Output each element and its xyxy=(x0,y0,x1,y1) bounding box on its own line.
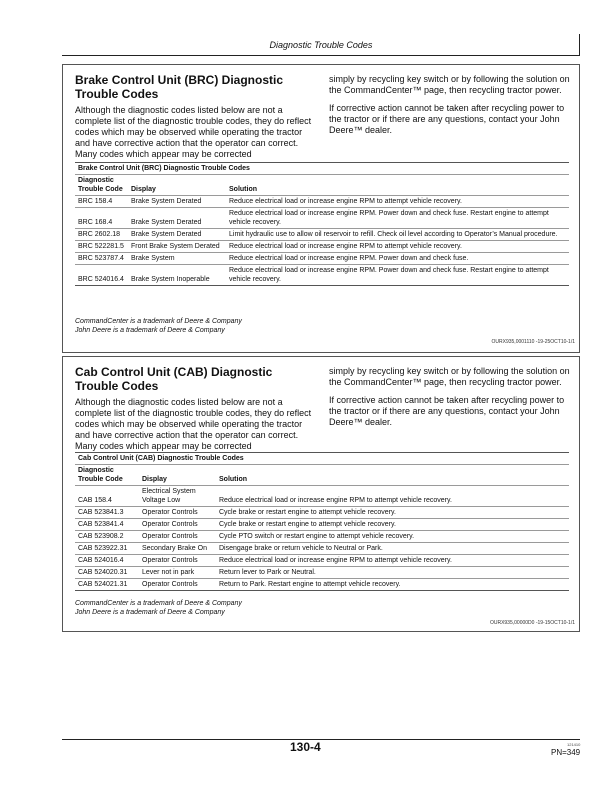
solution-cell: Disengage brake or return vehicle to Neutral or Park. xyxy=(216,543,569,555)
display-cell: Electrical System Voltage Low xyxy=(139,486,216,507)
table-row xyxy=(75,196,569,208)
table-row xyxy=(75,579,569,591)
solution-cell: Cycle brake or restart engine to attempt vehicle recovery. xyxy=(216,507,569,519)
code-cell: BRC 2602.18 xyxy=(75,229,128,241)
code-cell: CAB 523908.2 xyxy=(75,531,139,543)
display-cell: Operator Controls xyxy=(139,555,216,567)
code-cell: CAB 524016.4 xyxy=(75,555,139,567)
table-row xyxy=(75,486,569,507)
table-row xyxy=(75,507,569,519)
display-cell: Operator Controls xyxy=(139,531,216,543)
code-cell: CAB 524020.31 xyxy=(75,567,139,579)
table-caption: Brake Control Unit (BRC) Diagnostic Trouble Codes xyxy=(75,163,569,175)
pn-number: PN=349 xyxy=(551,748,581,757)
display-cell: Operator Controls xyxy=(139,519,216,531)
code-cell: BRC 524016.4 xyxy=(75,265,128,286)
section-left-column xyxy=(75,73,318,160)
display-cell: Brake System Inoperable xyxy=(128,265,226,286)
table-row xyxy=(75,555,569,567)
trademark-notes xyxy=(75,599,242,617)
trademark-note: John Deere is a trademark of Deere & Company xyxy=(75,327,225,334)
column-header: Display xyxy=(139,465,216,486)
reference-code: OURX935,0001110 -19-25OCT10-1/1 xyxy=(491,339,575,345)
code-cell: CAB 523841.4 xyxy=(75,519,139,531)
solution-cell: Return to Park. Restart engine to attempt vehicle recovery. xyxy=(216,579,569,591)
brc-code-table xyxy=(75,162,569,286)
table-row xyxy=(75,253,569,265)
display-cell: Secondary Brake On xyxy=(139,543,216,555)
trademark-note: CommandCenter is a trademark of Deere & Company xyxy=(75,600,242,607)
solution-cell: Reduce electrical load or increase engine RPM to attempt vehicle recovery. xyxy=(216,486,569,507)
table-header-row xyxy=(75,465,569,486)
table-row xyxy=(75,208,569,229)
intro-paragraph: Although the diagnostic codes listed below are not a complete list of the diagnostic trouble codes, they do reflect codes which may be observed while operating the tractor and have corrective action that the operator can correct. Many codes which appear may be corrected xyxy=(75,105,312,159)
solution-cell: Reduce electrical load or increase engine RPM to attempt vehicle recovery. xyxy=(226,196,569,208)
trademark-note: CommandCenter is a trademark of Deere & Company xyxy=(75,318,242,325)
display-cell: Lever not in park xyxy=(139,567,216,579)
trademark-note: John Deere is a trademark of Deere & Company xyxy=(75,609,225,616)
table-row xyxy=(75,519,569,531)
section-left-column xyxy=(75,365,318,452)
display-cell: Front Brake System Derated xyxy=(128,241,226,253)
column-header: Solution xyxy=(226,175,569,196)
code-cell: BRC 158.4 xyxy=(75,196,128,208)
column-header: Solution xyxy=(216,465,569,486)
running-header: Diagnostic Trouble Codes xyxy=(269,40,373,50)
display-cell: Brake System Derated xyxy=(128,229,226,241)
code-cell: BRC 168.4 xyxy=(75,208,128,229)
table-row xyxy=(75,543,569,555)
section-right-column xyxy=(329,74,573,136)
trademark-notes xyxy=(75,317,242,335)
code-cell: CAB 523841.3 xyxy=(75,507,139,519)
code-cell: CAB 524021.31 xyxy=(75,579,139,591)
table-row xyxy=(75,241,569,253)
table-row xyxy=(75,567,569,579)
section-brc xyxy=(62,64,580,353)
code-cell: BRC 522281.5 xyxy=(75,241,128,253)
section-cab xyxy=(62,356,580,632)
dealer-note: If corrective action cannot be taken after recycling power to the tractor or if there are any questions, contact your John Deere™ dealer. xyxy=(329,103,565,135)
cab-code-table xyxy=(75,452,569,591)
column-header: Diagnostic Trouble Code xyxy=(75,465,139,486)
solution-cell: Reduce electrical load or increase engine RPM to attempt vehicle recovery. xyxy=(226,241,569,253)
display-cell: Operator Controls xyxy=(139,579,216,591)
table-row xyxy=(75,265,569,286)
page-number: 130-4 xyxy=(290,740,321,754)
solution-cell: Return lever to Park or Neutral. xyxy=(216,567,569,579)
display-cell: Brake System xyxy=(128,253,226,265)
solution-cell: Cycle PTO switch or restart engine to attempt vehicle recovery. xyxy=(216,531,569,543)
header-rule xyxy=(62,55,580,56)
display-cell: Brake System Derated xyxy=(128,196,226,208)
code-cell: CAB 523922.31 xyxy=(75,543,139,555)
solution-cell: Reduce electrical load or increase engine RPM. Power down and check fuse. Restart engine to attempt vehicle recovery. xyxy=(226,265,569,286)
reference-code: OURX935,00000D0 -19-15OCT10-1/1 xyxy=(489,620,575,626)
intro-continuation: simply by recycling key switch or by following the solution on the CommandCenter™ page, then recycling tractor power. xyxy=(329,366,570,387)
intro-paragraph: Although the diagnostic codes listed below are not a complete list of the diagnostic trouble codes, they do reflect codes which may be observed while operating the tractor and have corrective action that the operator can correct. Many codes which appear may be corrected xyxy=(75,397,312,451)
display-cell: Brake System Derated xyxy=(128,208,226,229)
column-header: Diagnostic Trouble Code xyxy=(75,175,128,196)
table-caption: Cab Control Unit (CAB) Diagnostic Trouble Codes xyxy=(75,453,569,465)
section-title: Cab Control Unit (CAB) Diagnostic Trouble Codes xyxy=(75,365,273,393)
footer-small-code: 121410 xyxy=(567,742,581,747)
table-row xyxy=(75,229,569,241)
section-title: Brake Control Unit (BRC) Diagnostic Trouble Codes xyxy=(75,73,284,101)
code-cell: CAB 158.4 xyxy=(75,486,139,507)
column-header: Display xyxy=(128,175,226,196)
solution-cell: Reduce electrical load or increase engine RPM. Power down and check fuse. xyxy=(226,253,569,265)
section-right-column xyxy=(329,366,573,428)
footer-rule xyxy=(62,739,580,740)
solution-cell: Reduce electrical load or increase engine RPM. Power down and check fuse. Restart engine to attempt vehicle recovery. xyxy=(226,208,569,229)
table-row xyxy=(75,531,569,543)
table-header-row xyxy=(75,175,569,196)
display-cell: Operator Controls xyxy=(139,507,216,519)
intro-continuation: simply by recycling key switch or by following the solution on the CommandCenter™ page, then recycling tractor power. xyxy=(329,74,570,95)
code-cell: BRC 523787.4 xyxy=(75,253,128,265)
solution-cell: Cycle brake or restart engine to attempt vehicle recovery. xyxy=(216,519,569,531)
dealer-note: If corrective action cannot be taken after recycling power to the tractor or if there are any questions, contact your John Deere™ dealer. xyxy=(329,395,565,427)
solution-cell: Limit hydraulic use to allow oil reservoir to refill. Check oil level according to Operator’s Manual procedure. xyxy=(226,229,569,241)
solution-cell: Reduce electrical load or increase engine RPM to attempt vehicle recovery. xyxy=(216,555,569,567)
